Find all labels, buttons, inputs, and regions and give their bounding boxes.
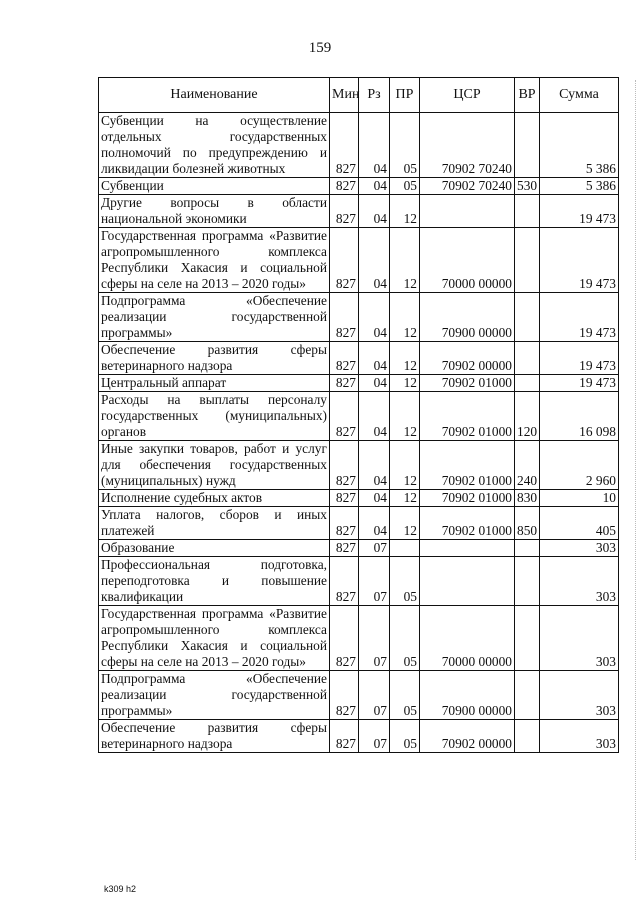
cell-min: 827 [330,293,359,342]
cell-name: Исполнение судебных актов [99,490,330,507]
cell-sum: 303 [540,540,619,557]
cell-csr: 70902 01000 [420,507,515,540]
cell-vr: 830 [515,490,540,507]
table-row [99,228,619,293]
cell-vr [515,557,540,606]
cell-sum: 303 [540,671,619,720]
table-row [99,342,619,375]
header-vr: ВР [515,78,540,113]
table-row [99,375,619,392]
cell-pr: 12 [390,195,420,228]
cell-vr: 120 [515,392,540,441]
header-min: Мин [330,78,359,113]
header-rz: Рз [359,78,390,113]
cell-name: Государственная программа «Развитие агропромышленного комплекса Республики Хакасия и социальной сферы на селе на 2013 – 2020 годы» [99,606,330,671]
cell-sum: 19 473 [540,228,619,293]
cell-csr: 70902 70240 [420,113,515,178]
cell-csr [420,557,515,606]
cell-name: Центральный аппарат [99,375,330,392]
cell-pr: 12 [390,490,420,507]
cell-vr: 240 [515,441,540,490]
cell-min: 827 [330,557,359,606]
cell-min: 827 [330,540,359,557]
cell-sum: 303 [540,557,619,606]
cell-vr [515,195,540,228]
cell-name: Обеспечение развития сферы ветеринарного надзора [99,720,330,753]
cell-vr [515,228,540,293]
cell-name: Иные закупки товаров, работ и услуг для обеспечения государственных (муниципальных) нужд [99,441,330,490]
cell-rz: 07 [359,671,390,720]
cell-csr: 70902 01000 [420,375,515,392]
budget-table [98,77,619,753]
cell-sum: 19 473 [540,195,619,228]
cell-rz: 04 [359,113,390,178]
table-row [99,720,619,753]
cell-csr: 70902 00000 [420,720,515,753]
cell-pr: 12 [390,342,420,375]
table-row [99,195,619,228]
table-row [99,490,619,507]
cell-vr [515,342,540,375]
margin-scan-mark [633,80,636,860]
cell-pr: 12 [390,228,420,293]
cell-csr: 70000 00000 [420,228,515,293]
cell-rz: 04 [359,441,390,490]
footer-code: k309 h2 [104,884,137,894]
table-body [99,113,619,753]
cell-rz: 07 [359,557,390,606]
cell-sum: 5 386 [540,113,619,178]
cell-sum: 16 098 [540,392,619,441]
cell-name: Уплата налогов, сборов и иных платежей [99,507,330,540]
cell-name: Расходы на выплаты персоналу государственных (муниципальных) органов [99,392,330,441]
cell-csr [420,195,515,228]
table-row [99,671,619,720]
cell-rz: 07 [359,720,390,753]
cell-sum: 10 [540,490,619,507]
cell-csr: 70000 00000 [420,606,515,671]
cell-min: 827 [330,113,359,178]
header-sum: Сумма [540,78,619,113]
cell-pr: 05 [390,113,420,178]
table-row [99,392,619,441]
cell-vr [515,113,540,178]
cell-sum: 405 [540,507,619,540]
cell-vr: 850 [515,507,540,540]
cell-sum: 303 [540,720,619,753]
cell-sum: 5 386 [540,178,619,195]
cell-pr: 05 [390,178,420,195]
cell-name: Профессиональная подготовка, переподготовка и повышение квалификации [99,557,330,606]
cell-name: Подпрограмма «Обеспечение реализации государственной программы» [99,293,330,342]
cell-csr: 70902 70240 [420,178,515,195]
cell-rz: 04 [359,195,390,228]
header-name: Наименование [99,78,330,113]
cell-pr [390,540,420,557]
cell-min: 827 [330,178,359,195]
cell-min: 827 [330,441,359,490]
cell-name: Образование [99,540,330,557]
table-row [99,507,619,540]
cell-csr: 70902 01000 [420,490,515,507]
table-row [99,441,619,490]
cell-min: 827 [330,490,359,507]
cell-csr [420,540,515,557]
table-row [99,113,619,178]
cell-vr [515,606,540,671]
cell-pr: 05 [390,557,420,606]
cell-rz: 07 [359,540,390,557]
cell-min: 827 [330,195,359,228]
cell-sum: 19 473 [540,293,619,342]
cell-name: Другие вопросы в области национальной экономики [99,195,330,228]
table-header-row [99,78,619,113]
cell-min: 827 [330,375,359,392]
table-row [99,293,619,342]
cell-pr: 12 [390,507,420,540]
cell-pr: 12 [390,293,420,342]
cell-min: 827 [330,671,359,720]
cell-rz: 04 [359,228,390,293]
cell-pr: 12 [390,392,420,441]
cell-min: 827 [330,507,359,540]
cell-name: Государственная программа «Развитие агропромышленного комплекса Республики Хакасия и социальной сферы на селе на 2013 – 2020 годы» [99,228,330,293]
cell-csr: 70902 01000 [420,392,515,441]
cell-name: Субвенции на осуществление отдельных государственных полномочий по предупреждению и ликвидации болезней животных [99,113,330,178]
table-row [99,557,619,606]
cell-rz: 04 [359,392,390,441]
cell-pr: 12 [390,441,420,490]
cell-vr [515,375,540,392]
cell-vr [515,671,540,720]
cell-rz: 04 [359,342,390,375]
cell-rz: 04 [359,375,390,392]
cell-rz: 04 [359,507,390,540]
table-row [99,606,619,671]
cell-name: Подпрограмма «Обеспечение реализации государственной программы» [99,671,330,720]
table-row [99,540,619,557]
cell-pr: 05 [390,606,420,671]
page-number: 159 [308,40,332,56]
cell-sum: 19 473 [540,342,619,375]
cell-pr: 12 [390,375,420,392]
cell-sum: 2 960 [540,441,619,490]
cell-vr [515,540,540,557]
cell-min: 827 [330,392,359,441]
cell-name: Обеспечение развития сферы ветеринарного надзора [99,342,330,375]
header-pr: ПР [390,78,420,113]
cell-csr: 70900 00000 [420,671,515,720]
cell-csr: 70900 00000 [420,293,515,342]
header-csr: ЦСР [420,78,515,113]
cell-vr [515,720,540,753]
cell-sum: 303 [540,606,619,671]
cell-rz: 07 [359,606,390,671]
cell-rz: 04 [359,293,390,342]
cell-rz: 04 [359,178,390,195]
cell-rz: 04 [359,490,390,507]
cell-vr [515,293,540,342]
cell-min: 827 [330,720,359,753]
table-row [99,178,619,195]
cell-vr: 530 [515,178,540,195]
cell-sum: 19 473 [540,375,619,392]
cell-csr: 70902 00000 [420,342,515,375]
cell-min: 827 [330,228,359,293]
cell-min: 827 [330,606,359,671]
cell-csr: 70902 01000 [420,441,515,490]
cell-pr: 05 [390,671,420,720]
cell-min: 827 [330,342,359,375]
cell-name: Субвенции [99,178,330,195]
cell-pr: 05 [390,720,420,753]
